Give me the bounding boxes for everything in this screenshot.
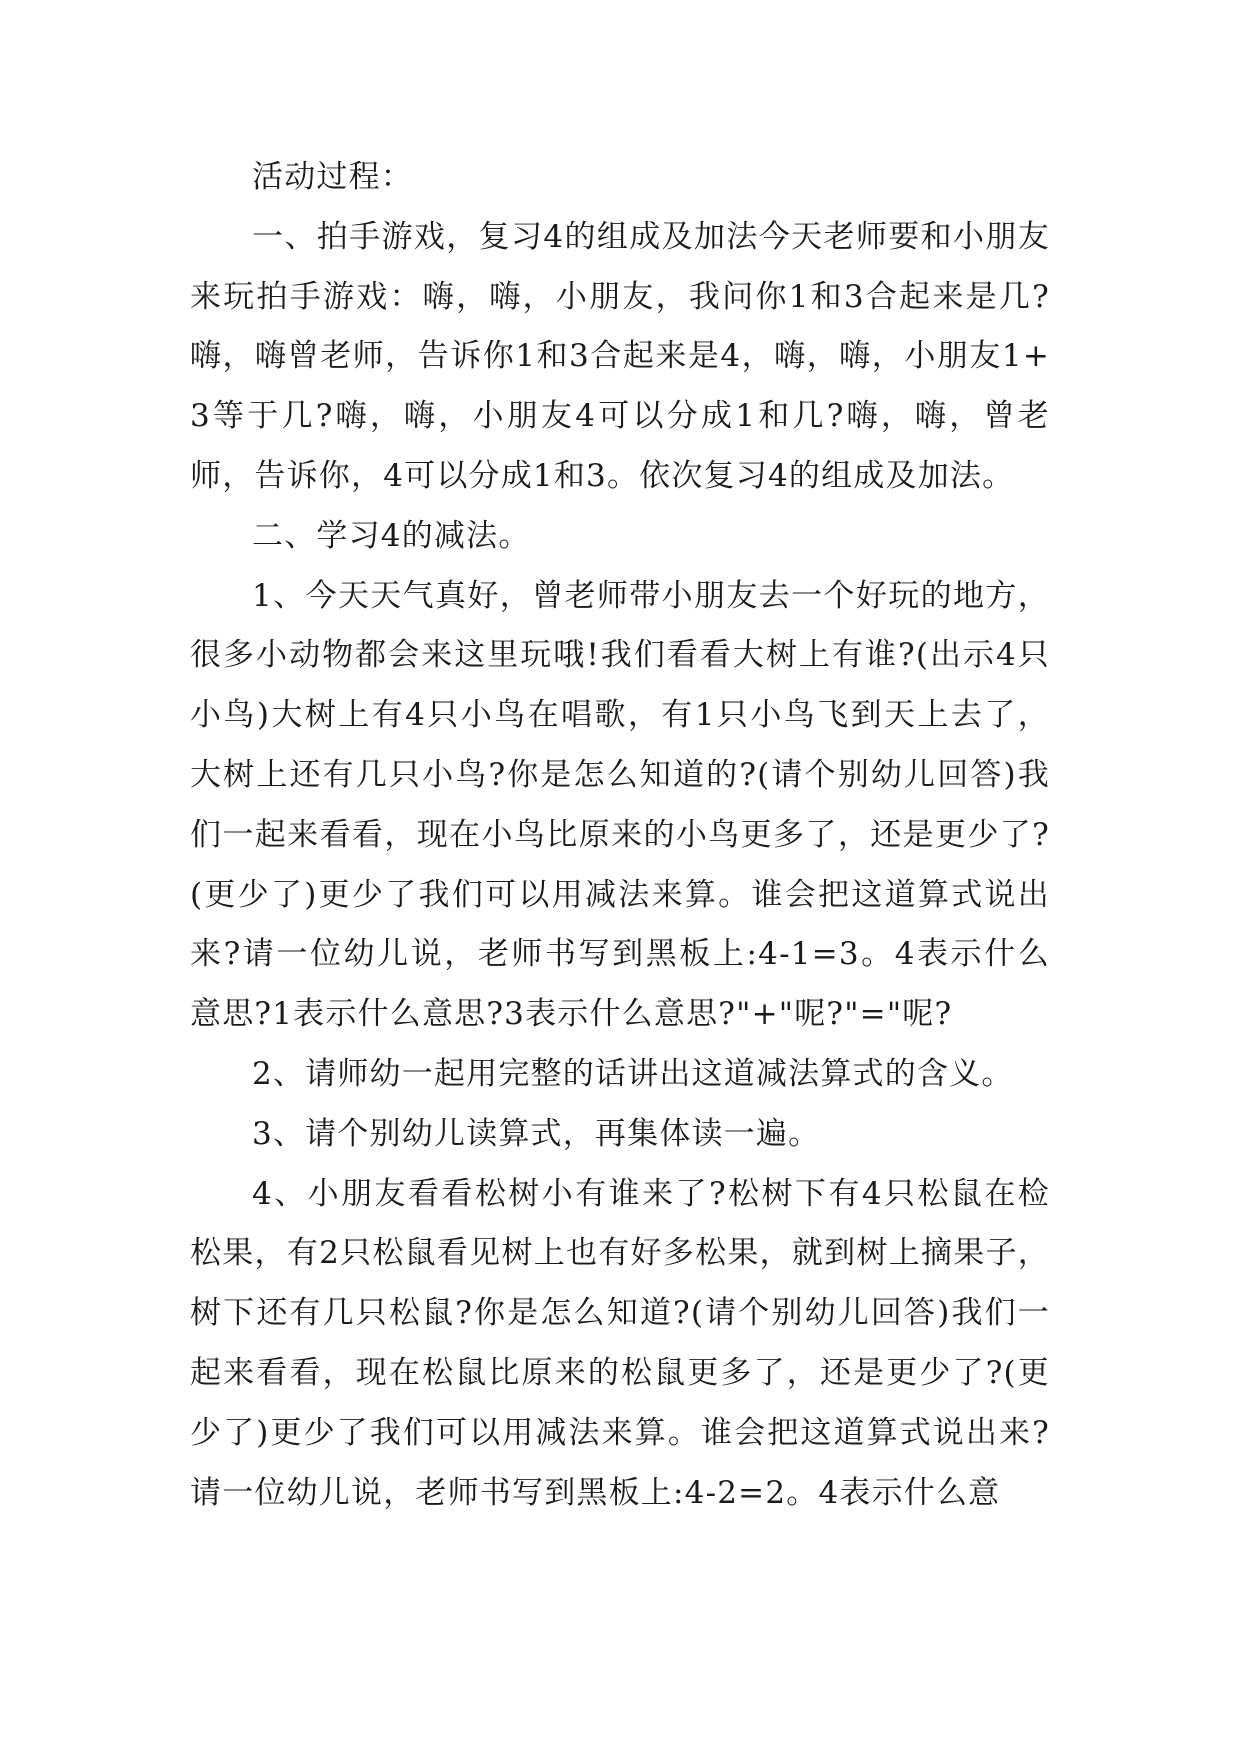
paragraph-birds-example: 1、今天天气真好，曾老师带小朋友去一个好玩的地方，很多小动物都会来这里玩哦!我们看看大树上有谁?(出示4只小鸟)大树上有4只小鸟在唱歌，有1只小鸟飞到天上去了，大树上还有几只小鸟?你是怎么知道的?(请个别幼儿回答)我们一起来看看，现在小鸟比原来的小鸟更多了，还是更少了?(更少了)更少了我们可以用减法来算。谁会把这道算式说出来?请一位幼儿说，老师书写到黑板上:4-1=3。4表示什么意思?1表示什么意思?3表示什么意思?"+"呢?"="呢? (190, 577, 1050, 1033)
paragraph-read-formula: 3、请个别幼儿读算式，再集体读一遍。 (252, 1115, 821, 1152)
paragraph-clapping-game: 一、拍手游戏，复习4的组成及加法今天老师要和小朋友来玩拍手游戏：嗨，嗨，小朋友，我问你1和3合起来是几?嗨，嗨曾老师，告诉你1和3合起来是4，嗨，嗨，小朋友1+3等于几?嗨，嗨，小朋友4可以分成1和几?嗨，嗨，曾老师，告诉你，4可以分成1和3。依次复习4的组成及加法。 (190, 218, 1050, 494)
paragraph-meaning-of-formula: 2、请师幼一起用完整的话讲出这道减法算式的含义。 (252, 1055, 1014, 1092)
paragraph-squirrels-example: 4、小朋友看看松树小有谁来了?松树下有4只松鼠在检松果，有2只松鼠看见树上也有好多松果，就到树上摘果子，树下还有几只松鼠?你是怎么知道?(请个别幼儿回答)我们一起来看看，现在松鼠比原来的松鼠更多了，还是更少了?(更少了)更少了我们可以用减法来算。谁会把这道算式说出来?请一位幼儿说，老师书写到黑板上:4-2=2。4表示什么意 (190, 1175, 1050, 1511)
heading-activity-process: 活动过程： (252, 159, 413, 195)
heading-learn-subtraction: 二、学习4的减法。 (252, 517, 531, 554)
document-body (190, 148, 1050, 1523)
